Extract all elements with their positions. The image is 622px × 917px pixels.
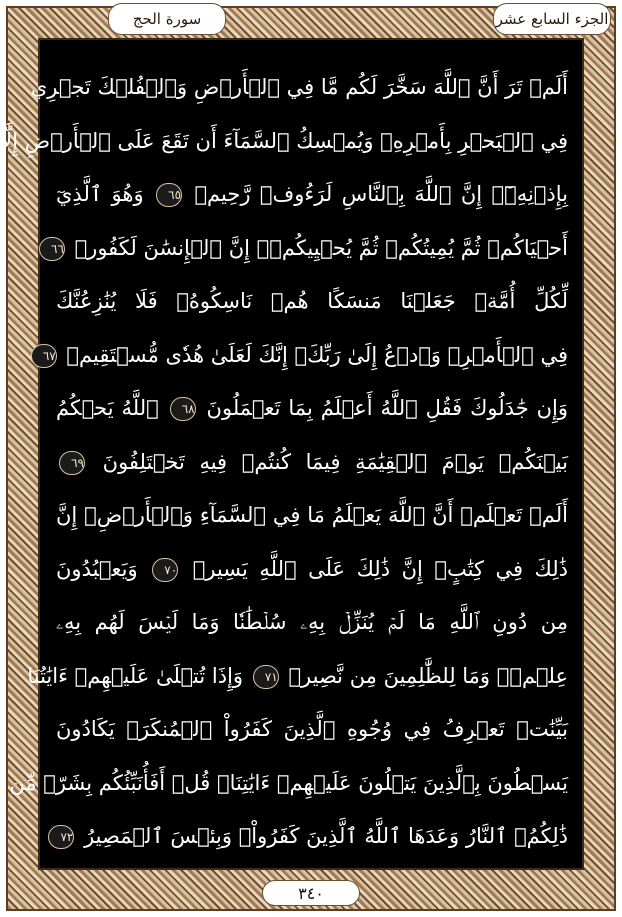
verse-text: أَلَمۡ تَرَ أَنَّ ٱللَّهَ سَخَّرَ لَكُم مَّا فِي ٱلۡأَرۡضِ وَٱلۡفُلۡكَ تَجۡرِي (30, 75, 568, 99)
verse-text: مِن دُونِ ٱللَّهِ مَا لَمۡ يُنَزِّلۡ بِهِۦ سُلۡطَٰنٗا وَمَا لَيۡسَ لَهُم بِهِۦ (56, 610, 568, 634)
verse-text-continuation: ٱللَّهُ يَحۡكُمُ (56, 396, 159, 420)
verse-text-area (0, 60, 568, 860)
verse-text: بَيۡنَكُمۡ يَوۡمَ ٱلۡقِيَٰمَةِ فِيمَا كُنتُمۡ فِيهِ تَخۡتَلِفُونَ (102, 449, 568, 474)
verse-line (56, 809, 568, 863)
ayah-number-marker: ٧٠ (152, 558, 178, 582)
verse-line (56, 702, 568, 756)
verse-text: بَيِّنَٰتٖ تَعۡرِفُ فِي وُجُوهِ ٱلَّذِينَ كَفَرُواْ ٱلۡمُنكَرَۖ يَكَادُونَ (56, 717, 568, 741)
verse-text: لِّكُلِّ أُمَّةٖ جَعَلۡنَا مَنسَكًا هُمۡ نَاسِكُوهُۖ فَلَا يُنَٰزِعُنَّكَ (56, 289, 568, 313)
verse-line (9, 756, 568, 810)
verse-text: فِي ٱلۡأَمۡرِۚ وَٱدۡعُ إِلَىٰ رَبِّكَۖ إِنَّكَ لَعَلَىٰ هُدٗى مُّسۡتَقِيمٖ (66, 342, 568, 367)
verse-line (0, 114, 568, 168)
ayah-number-marker: ٧١ (253, 665, 279, 689)
verse-line (56, 167, 568, 221)
verse-text-continuation: وَهُوَ ٱلَّذِيٓ (56, 182, 144, 206)
verse-line (27, 649, 568, 703)
verse-line (56, 381, 568, 435)
verse-text: أَلَمۡ تَعۡلَمۡ أَنَّ ٱللَّهَ يَعۡلَمُ مَا فِي ٱلسَّمَآءِ وَٱلۡأَرۡضِۚ إِنَّ (56, 503, 568, 527)
verse-text-continuation: وَيَعۡبُدُونَ (56, 556, 138, 581)
page-number: ٣٤٠ (262, 880, 360, 906)
verse-line (56, 488, 568, 542)
verse-text: يَسۡطُونَ بِٱلَّذِينَ يَتۡلُونَ عَلَيۡهِمۡ ءَايَٰتِنَاۗ قُلۡ أَفَأُنَبِّئُكُم بِشَرّٖ مِّن (9, 770, 568, 795)
verse-text: ذَٰلِكُمُۚ ٱلنَّارُ وَعَدَهَا ٱللَّهُ ٱلَّذِينَ كَفَرُواْۖ وَبِئۡسَ ٱلۡمَصِيرُ (84, 824, 568, 848)
ayah-number-marker: ٦٧ (31, 344, 57, 368)
ayah-number-marker: ٦٩ (59, 451, 85, 475)
verse-text: ذَٰلِكَ فِي كِتَٰبٍۚ إِنَّ ذَٰلِكَ عَلَى ٱللَّهِ يَسِيرٞ (192, 556, 568, 581)
verse-text: وَإِن جَٰدَلُوكَ فَقُلِ ٱللَّهُ أَعۡلَمُ بِمَا تَعۡمَلُونَ (206, 396, 568, 420)
surah-label: سورة الحج (108, 3, 226, 35)
verse-text: أَحۡيَاكُمۡ ثُمَّ يُمِيتُكُمۡ ثُمَّ يُحۡيِيكُمۡۗ إِنَّ ٱلۡإِنسَٰنَ لَكَفُورٞ (74, 235, 568, 260)
verse-text: بِإِذۡنِهِۦٓۚ إِنَّ ٱللَّهَ بِٱلنَّاسِ لَرَءُوفٞ رَّحِيمٞ (194, 182, 568, 206)
verse-text-continuation: وَإِذَا تُتۡلَىٰ عَلَيۡهِمۡ ءَايَٰتُنَا (27, 663, 244, 688)
verse-line (56, 274, 568, 328)
verse-line (42, 328, 568, 382)
verse-line (30, 60, 568, 114)
verse-line (56, 595, 568, 649)
ayah-number-marker: ٦٥ (156, 183, 182, 207)
ayah-number-marker: ٧٢ (48, 825, 74, 849)
verse-line (56, 435, 568, 489)
ayah-number-marker: ٦٨ (170, 397, 196, 421)
verse-line (56, 542, 568, 596)
verse-text: فِي ٱلۡبَحۡرِ بِأَمۡرِهِۦ وَيُمۡسِكُ ٱلسَّمَآءَ أَن تَقَعَ عَلَى ٱلۡأَرۡضِ إِلَّا (0, 128, 568, 153)
ayah-number-marker: ٦٦ (39, 237, 65, 261)
verse-text: عِلۡمٞۗ وَمَا لِلظَّٰلِمِينَ مِن نَّصِيرٖ (288, 663, 568, 688)
verse-line (51, 221, 568, 275)
juz-label: الجزء السابع عشر (493, 3, 611, 35)
